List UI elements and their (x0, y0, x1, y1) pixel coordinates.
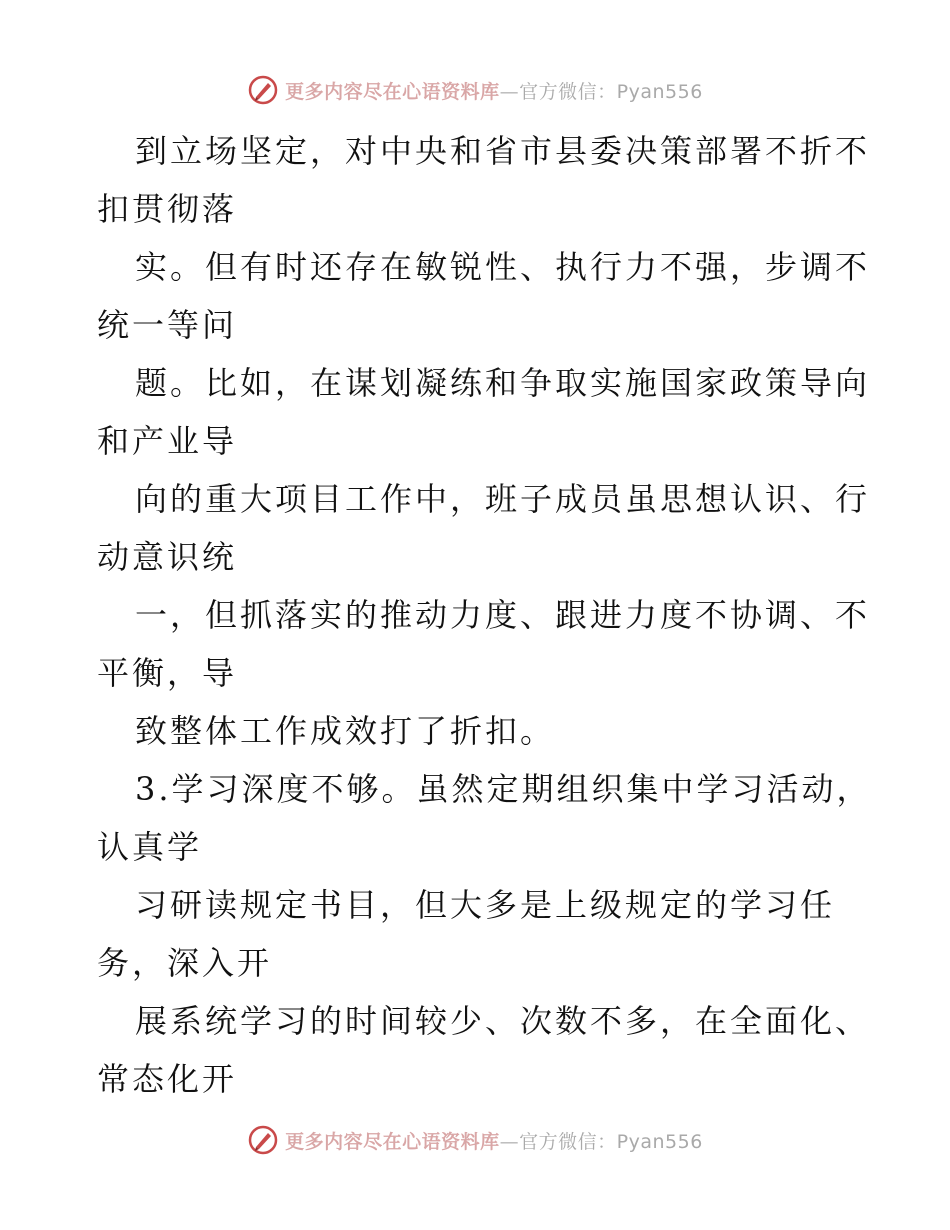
footer-dash: — (499, 1130, 520, 1153)
body-line: 3.学习深度不够。虽然定期组织集中学习活动， (135, 770, 872, 808)
body-line: 务，深入开 (97, 944, 273, 982)
body-line: 题。比如，在谋划凝练和争取实施国家政策导向 (135, 364, 871, 402)
body-line: 展系统学习的时间较少、次数不多，在全面化、 (135, 1002, 871, 1040)
body-line: 一，但抓落实的推动力度、跟进力度不协调、不 (135, 596, 871, 634)
body-line: 致整体工作成效打了折扣。 (135, 712, 556, 750)
body-line: 向的重大项目工作中，班子成员虽思想认识、行 (135, 480, 871, 518)
body-line: 统一等问 (97, 306, 238, 344)
body-line: 常态化开 (97, 1060, 238, 1098)
pen-circle-logo-icon (247, 74, 279, 106)
body-line: 动意识统 (97, 538, 238, 576)
body-line: 认真学 (97, 828, 203, 866)
header-banner (0, 70, 950, 110)
header-dash: — (499, 80, 520, 103)
header-brand-text: 更多内容尽在心语资料库 (285, 80, 500, 103)
pen-circle-logo-icon (247, 1124, 279, 1156)
footer-wechat-text: 官方微信：Pyan556 (519, 1130, 703, 1153)
footer-banner-text (285, 1127, 703, 1154)
body-line: 习研读规定书目，但大多是上级规定的学习任 (135, 886, 836, 924)
header-wechat-text: 官方微信：Pyan556 (519, 80, 703, 103)
body-line: 实。但有时还存在敏锐性、执行力不强，步调不 (135, 248, 871, 286)
body-line: 到立场坚定，对中央和省市县委决策部署不折不 (135, 132, 871, 170)
body-line: 扣贯彻落 (97, 190, 238, 228)
footer-brand-text: 更多内容尽在心语资料库 (285, 1130, 500, 1153)
body-line: 和产业导 (97, 422, 238, 460)
body-line: 平衡，导 (97, 654, 238, 692)
header-banner-text (285, 77, 703, 104)
footer-banner (0, 1120, 950, 1160)
document-body (97, 122, 872, 1108)
